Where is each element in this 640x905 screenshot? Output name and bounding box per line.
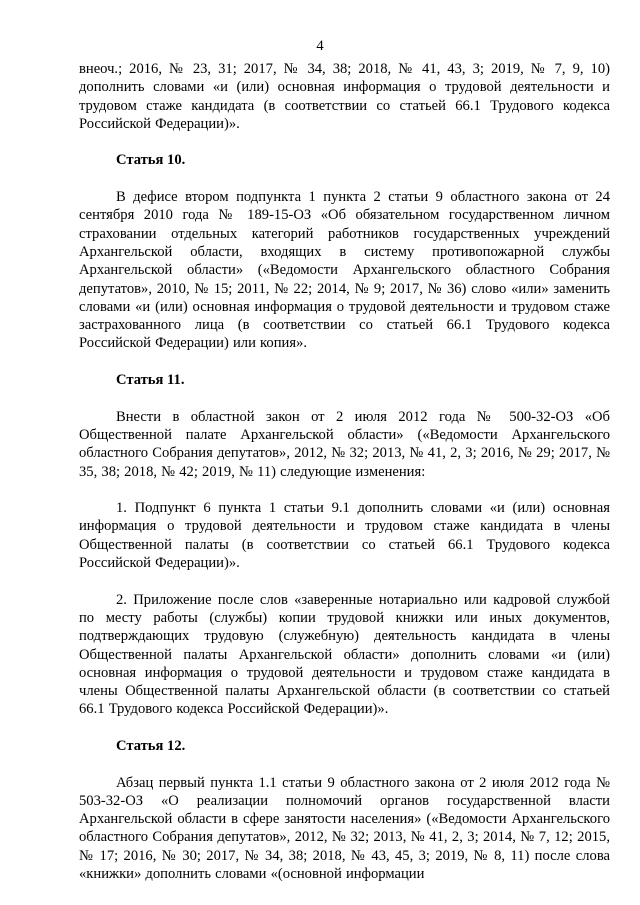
page-number: 4: [316, 38, 324, 54]
document-body: [79, 60, 610, 883]
article-12-heading: Статья 12.: [116, 737, 186, 754]
article-10-heading: Статья 10.: [116, 152, 186, 169]
article-11-heading: Статья 11.: [116, 372, 185, 389]
continuation-paragraph: внеоч.; 2016, № 23, 31; 2017, № 34, 38; 2018, № 41, 43, 3; 2019, № 7, 9, 10) дополнить словами «и (или) основная информация о трудовой деятельности и трудовом стаже кандидата (в соответствии со статьей 66.1 Трудового кодекса Российской Федерации)».: [79, 61, 610, 132]
article-12-paragraph: Абзац первый пункта 1.1 статьи 9 областного закона от 2 июля 2012 года № 503-32-ОЗ «О реализации полномочий органов государственной власти Архангельской области в сфере занятости населения» («Ведомости Архангельского областного Собрания депутатов», 2012, № 32; 2013, № 41, 2, 3; 2014, № 7, 12; 2015, № 17; 2016, № 30; 2017, № 34, 38; 2018, № 43, 45, 3; 2019, № 8, 11) после слова «книжки» дополнить словами «(основной информации: [79, 774, 610, 883]
article-11-item-1: 1. Подпункт 6 пункта 1 статьи 9.1 дополнить словами «и (или) основная информация о трудовой деятельности и трудовом стаже кандидата в члены Общественной палаты (в соответствии со статьей 66.1 Трудового кодекса Российской Федерации)».: [79, 500, 610, 572]
article-11-intro-paragraph: Внести в областной закон от 2 июля 2012 года № 500-32-ОЗ «Об Общественной палате Архангельской области» («Ведомости Архангельского областного Собрания депутатов», 2012, № 32; 2013, № 41, 2, 3; 2016, № 29; 2017, № 35, 38; 2018, № 42; 2019, № 11) следующие изменения:: [79, 408, 610, 480]
article-11-item-2: 2. Приложение после слов «заверенные нотариально или кадровой службой по месту работы (службы) копии трудовой книжки или иных документов, подтверждающих трудовую (служебную) деятельность кандидата в члены Общественной палаты Архангельской области» дополнить словами «и (или) основная информация о трудовой деятельности и трудовом стаже кандидата в члены Общественной палаты Архангельской области (в соответствии со статьей 66.1 Трудового кодекса Российской Федерации)».: [79, 591, 610, 718]
article-10-paragraph: В дефисе втором подпункта 1 пункта 2 статьи 9 областного закона от 24 сентября 2010 года № 189-15-ОЗ «Об обязательном государственном личном страховании отдельных категорий работников государственных учреждений Архангельской области, входящих в систему противопожарной службы Архангельской области» («Ведомости Архангельского областного Собрания депутатов», 2010, № 15; 2011, № 22; 2014, № 9; 2017, № 36) слово «или» заменить словами «и (или) основная информация о трудовой деятельности и трудовом стаже застрахованного лица (в соответствии со статьей 66.1 Трудового кодекса Российской Федерации) или копия».: [79, 189, 610, 352]
